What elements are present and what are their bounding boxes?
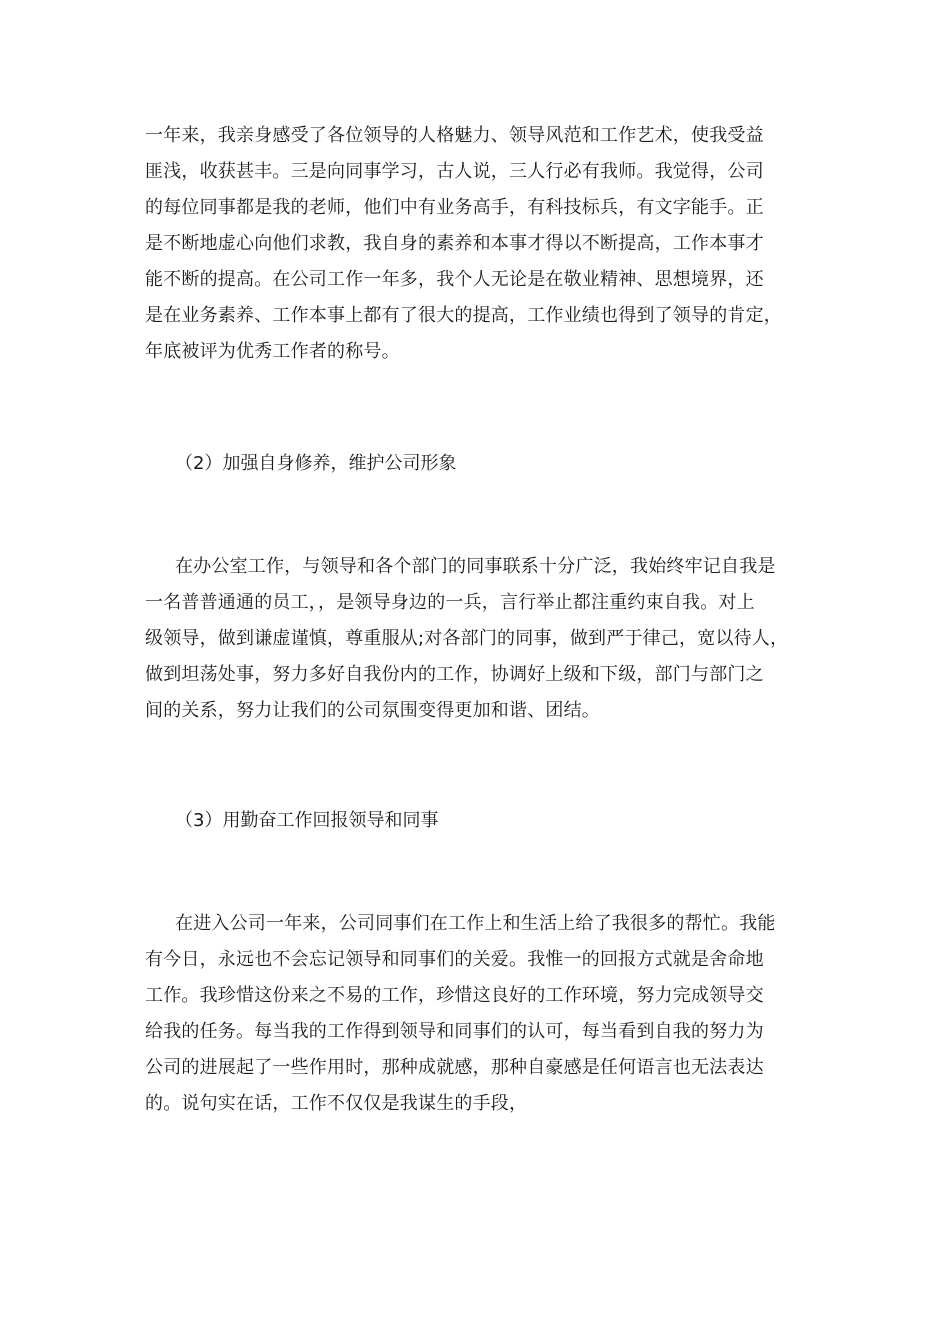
paragraph-line: 在办公室工作，与领导和各个部门的同事联系十分广泛，我始终牢记自我是 bbox=[175, 556, 776, 577]
paragraph-line: 年底被评为优秀工作者的称号。 bbox=[145, 341, 400, 362]
paragraph-line: 公司的进展起了一些作用时，那种成就感，那种自豪感是任何语言也无法表达 bbox=[145, 1057, 764, 1078]
paragraph-line: 在进入公司一年来，公司同事们在工作上和生活上给了我很多的帮忙。我能 bbox=[175, 913, 776, 934]
paragraph-1 bbox=[145, 118, 825, 370]
paragraph-line: 间的关系，努力让我们的公司氛围变得更加和谐、团结。 bbox=[145, 700, 600, 721]
paragraph-3 bbox=[145, 906, 825, 1122]
paragraph-line: 工作。我珍惜这份来之不易的工作，珍惜这良好的工作环境，努力完成领导交 bbox=[145, 985, 764, 1006]
paragraph-line: 级领导，做到谦虚谨慎，尊重服从;对各部门的同事，做到严于律己，宽以待人， bbox=[145, 628, 789, 649]
paragraph-line: 有今日，永远也不会忘记领导和同事们的关爱。我惟一的回报方式就是舍命地 bbox=[145, 949, 764, 970]
paragraph-line: 是不断地虚心向他们求教，我自身的素养和本事才得以不断提高，工作本事才 bbox=[145, 233, 764, 254]
paragraph-line: 能不断的提高。在公司工作一年多，我个人无论是在敬业精神、思想境界，还 bbox=[145, 269, 764, 290]
paragraph-line: 一年来，我亲身感受了各位领导的人格魅力、领导风范和工作艺术，使我受益 bbox=[145, 125, 764, 146]
paragraph-line: 一名普普通通的员工，，是领导身边的一兵，言行举止都注重约束自我。对上 bbox=[145, 592, 755, 613]
paragraph-line: 是在业务素养、工作本事上都有了很大的提高，工作业绩也得到了领导的肯定， bbox=[145, 305, 782, 326]
paragraph-line: 的每位同事都是我的老师，他们中有业务高手，有科技标兵，有文字能手。正 bbox=[145, 197, 764, 218]
paragraph-line: 的。说句实在话，工作不仅仅是我谋生的手段， bbox=[145, 1093, 528, 1114]
section-heading-3: （3）用勤奋工作回报领导和同事 bbox=[175, 810, 439, 831]
section-heading-2: （2）加强自身修养，维护公司形象 bbox=[175, 453, 457, 474]
paragraph-line: 给我的任务。每当我的工作得到领导和同事们的认可，每当看到自我的努力为 bbox=[145, 1021, 764, 1042]
paragraph-2 bbox=[145, 549, 825, 729]
paragraph-line: 匪浅，收获甚丰。三是向同事学习，古人说，三人行必有我师。我觉得，公司 bbox=[145, 161, 764, 182]
paragraph-line: 做到坦荡处事，努力多好自我份内的工作，协调好上级和下级，部门与部门之 bbox=[145, 664, 764, 685]
